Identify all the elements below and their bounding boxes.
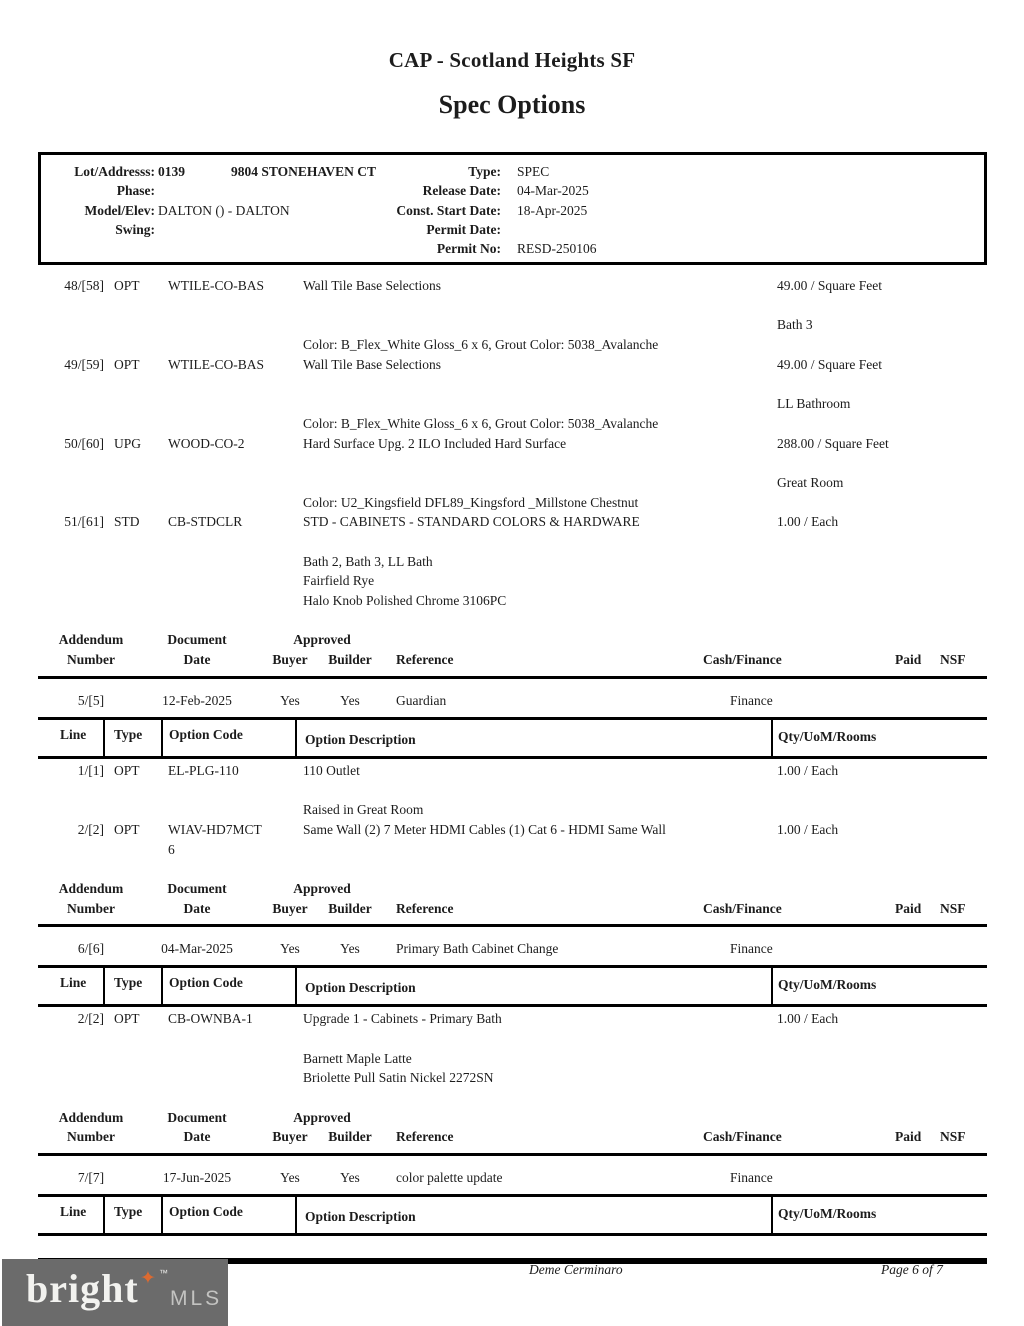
- qty-column-header: Qty/UoM/Rooms: [778, 977, 877, 993]
- column-separator: [103, 720, 105, 756]
- addendum-number-header: Number: [67, 652, 115, 668]
- addendum-section: [0, 1108, 1024, 1238]
- detail-cell: Raised in Great Room: [303, 802, 424, 818]
- line-number-cell: 2/[2]: [77, 1011, 104, 1027]
- info-row: [41, 162, 984, 181]
- option-description-cell: STD - CABINETS - STANDARD COLORS & HARDWARE: [303, 514, 640, 530]
- footer-agent-name: Deme Cerminaro: [529, 1262, 623, 1277]
- blank-row: [0, 780, 1024, 800]
- cash-finance-value: Finance: [730, 1170, 773, 1186]
- paid-header: Paid: [895, 1129, 922, 1145]
- option-row: [0, 1009, 1024, 1029]
- column-separator: [771, 720, 773, 756]
- column-separator: [771, 1197, 773, 1233]
- column-separator: [295, 1197, 297, 1233]
- addendum-items: [0, 1007, 1024, 1088]
- rooms-cell: Bath 3: [777, 317, 813, 333]
- option-code-cell: EL-PLG-110: [168, 762, 239, 778]
- document-date-header: Document: [167, 880, 227, 896]
- rooms-row: [0, 394, 1024, 414]
- option-table-header: [0, 720, 1024, 756]
- type-cell: OPT: [114, 278, 140, 293]
- column-separator: [161, 1197, 163, 1233]
- option-code-cell: CB-OWNBA-1: [168, 1011, 253, 1027]
- rooms-cell: Great Room: [777, 474, 844, 490]
- detail-row: [0, 591, 1024, 611]
- builder-header: Builder: [328, 1129, 372, 1145]
- info-row: [41, 181, 984, 200]
- buyer-approved-value: Yes: [280, 692, 300, 708]
- reference-header: Reference: [396, 1129, 454, 1145]
- info-value: SPEC: [517, 164, 550, 179]
- option-row: [0, 761, 1024, 781]
- qty-column-header: Qty/UoM/Rooms: [778, 728, 877, 744]
- type-cell: OPT: [114, 1011, 140, 1027]
- detail-cell: Bath 2, Bath 3, LL Bath: [303, 553, 433, 569]
- document-date-header: Date: [183, 652, 211, 668]
- reference-header: Reference: [396, 900, 454, 916]
- addendum-column-headers: [0, 879, 1024, 918]
- addendum-number-header: Addendum: [58, 880, 124, 896]
- qty-cell: 49.00 / Square Feet: [777, 278, 882, 293]
- builder-approved-value: Yes: [340, 941, 360, 957]
- option-code-wrap-row: [0, 840, 1024, 860]
- line-number-cell: 2/[2]: [77, 821, 104, 837]
- info-row: [41, 239, 984, 258]
- info-label: Model/Elev:: [84, 202, 155, 218]
- nsf-header: NSF: [940, 900, 966, 916]
- blank-row: [0, 1029, 1024, 1049]
- info-label: Swing:: [115, 221, 155, 237]
- qty-column-header: Qty/UoM/Rooms: [778, 1206, 877, 1222]
- detail-cell: Color: B_Flex_White Gloss_6 x 6, Grout Color: 5038_Avalanche: [303, 337, 659, 353]
- blank-row: [0, 374, 1024, 394]
- rooms-row: [0, 473, 1024, 493]
- info-row: [41, 201, 984, 220]
- option-code-cell: WTILE-CO-BAS: [168, 356, 264, 372]
- info-address-value: 9804 STONEHAVEN CT: [231, 164, 377, 179]
- option-row: [0, 276, 1024, 296]
- blank-row: [0, 453, 1024, 473]
- column-separator: [161, 968, 163, 1004]
- addendum-column-headers: [0, 630, 1024, 669]
- option-table-header: [0, 968, 1024, 1004]
- option-description-cell: Upgrade 1 - Cabinets - Primary Bath: [303, 1011, 502, 1027]
- option-code-cell: WOOD-CO-2: [168, 435, 245, 451]
- document-date-header: Date: [183, 900, 211, 916]
- info-label: Permit Date:: [426, 221, 501, 237]
- column-separator: [771, 968, 773, 1004]
- spec-items-section: [0, 276, 1024, 630]
- buyer-approved-value: Yes: [280, 1170, 300, 1186]
- option-row: [0, 355, 1024, 375]
- cash-finance-header: Cash/Finance: [703, 900, 782, 916]
- info-label: Permit No:: [436, 241, 501, 257]
- approved-header: Approved: [293, 1109, 351, 1125]
- column-separator: [295, 720, 297, 756]
- builder-header: Builder: [328, 900, 372, 916]
- logo-wordmark: bright: [26, 1266, 139, 1311]
- cash-finance-header: Cash/Finance: [703, 652, 782, 668]
- qty-cell: 1.00 / Each: [777, 514, 839, 530]
- reference-header: Reference: [396, 652, 454, 668]
- rooms-row: [0, 315, 1024, 335]
- option-code-column-header: Option Code: [169, 726, 243, 742]
- line-column-header: Line: [60, 975, 87, 991]
- detail-cell: Halo Knob Polished Chrome 3106PC: [303, 593, 507, 608]
- document-date-value: 12-Feb-2025: [162, 692, 232, 708]
- reference-value: Guardian: [396, 692, 447, 708]
- cash-finance-value: Finance: [730, 941, 773, 957]
- detail-cell: Color: U2_Kingsfield DFL89_Kingsford _Millstone Chestnut: [303, 494, 639, 510]
- addendum-number-header: Number: [67, 900, 115, 916]
- addendum-data-row: [0, 927, 1024, 965]
- option-code-cell: WTILE-CO-BAS: [168, 278, 264, 293]
- info-row: [41, 220, 984, 239]
- qty-cell: 1.00 / Each: [777, 1011, 839, 1027]
- qty-cell: 49.00 / Square Feet: [777, 356, 882, 372]
- addendum-column-headers: [0, 1108, 1024, 1147]
- document-date-value: 04-Mar-2025: [161, 941, 233, 957]
- option-description-column-header: Option Description: [305, 980, 416, 996]
- addendum-number-value: 6/[6]: [77, 941, 105, 957]
- line-number-cell: 49/[59]: [64, 356, 104, 372]
- addendum-sections: [0, 630, 1024, 1238]
- approved-header: Approved: [293, 632, 351, 648]
- option-description-cell: Wall Tile Base Selections: [303, 356, 442, 372]
- blank-row: [0, 532, 1024, 552]
- document-date-header: Date: [183, 1129, 211, 1145]
- property-info-rows: [41, 162, 984, 258]
- type-column-header: Type: [114, 1204, 143, 1220]
- type-cell: OPT: [114, 762, 140, 778]
- info-value: 04-Mar-2025: [517, 183, 589, 199]
- builder-approved-value: Yes: [340, 692, 360, 708]
- type-cell: UPG: [114, 435, 142, 451]
- footer-page-number: Page 6 of 7: [881, 1262, 943, 1277]
- paid-header: Paid: [895, 652, 922, 668]
- builder-header: Builder: [328, 652, 372, 668]
- blank-row: [0, 611, 1024, 631]
- buyer-header: Buyer: [272, 900, 308, 916]
- info-label: Lot/Addresss:: [74, 164, 155, 179]
- type-column-header: Type: [114, 726, 143, 742]
- nsf-header: NSF: [940, 652, 966, 668]
- detail-row: [0, 1068, 1024, 1088]
- cash-finance-value: Finance: [730, 692, 773, 708]
- buyer-header: Buyer: [272, 652, 308, 668]
- detail-row: [0, 335, 1024, 355]
- addendum-data-row: [0, 1156, 1024, 1194]
- option-code-column-header: Option Code: [169, 975, 243, 991]
- option-description-column-header: Option Description: [305, 731, 416, 747]
- option-row: [0, 512, 1024, 532]
- page-title: CAP - Scotland Heights SF: [388, 48, 636, 72]
- line-column-header: Line: [60, 1204, 87, 1220]
- page-subtitle: Spec Options: [438, 90, 586, 119]
- document-date-header: Document: [167, 632, 227, 648]
- qty-cell: 1.00 / Each: [777, 762, 839, 778]
- detail-row: [0, 414, 1024, 434]
- detail-cell: Fairfield Rye: [303, 573, 375, 589]
- detail-row: [0, 1049, 1024, 1069]
- option-code-column-header: Option Code: [169, 1204, 243, 1220]
- column-separator: [161, 720, 163, 756]
- column-separator: [103, 1197, 105, 1233]
- info-label: Const. Start Date:: [396, 202, 501, 218]
- info-label: Phase:: [116, 183, 155, 199]
- info-value: RESD-250106: [517, 241, 597, 257]
- buyer-header: Buyer: [272, 1129, 308, 1145]
- detail-cell: Barnett Maple Latte: [303, 1050, 412, 1066]
- option-row: [0, 434, 1024, 454]
- line-number-cell: 1/[1]: [77, 762, 104, 778]
- info-value: DALTON () - DALTON: [158, 202, 290, 218]
- option-description-cell: 110 Outlet: [303, 762, 360, 778]
- cash-finance-header: Cash/Finance: [703, 1129, 782, 1145]
- type-cell: OPT: [114, 821, 140, 837]
- logo-trademark: ™: [159, 1268, 168, 1278]
- type-cell: OPT: [114, 356, 140, 372]
- approved-header: Approved: [293, 880, 351, 896]
- option-description-cell: Hard Surface Upg. 2 ILO Included Hard Surface: [303, 435, 567, 451]
- option-description-cell: Same Wall (2) 7 Meter HDMI Cables (1) Cat 6 - HDMI Same Wall: [303, 821, 666, 837]
- info-label: Release Date:: [422, 183, 501, 199]
- detail-row: [0, 493, 1024, 513]
- blank-row: [0, 296, 1024, 316]
- info-value: 18-Apr-2025: [517, 202, 588, 218]
- property-info-box: [38, 152, 987, 265]
- document-date-value: 17-Jun-2025: [162, 1170, 232, 1186]
- bright-mls-logo: [2, 1259, 228, 1326]
- reference-value: Primary Bath Cabinet Change: [396, 941, 559, 957]
- option-code-cell: 6: [168, 841, 175, 857]
- builder-approved-value: Yes: [340, 1170, 360, 1186]
- detail-row: [0, 552, 1024, 572]
- line-number-cell: 48/[58]: [64, 278, 104, 293]
- qty-cell: 288.00 / Square Feet: [777, 435, 889, 451]
- addendum-section: [0, 879, 1024, 1088]
- type-column-header: Type: [114, 975, 143, 991]
- option-code-cell: WIAV-HD7MCT: [168, 821, 262, 837]
- detail-row: [0, 571, 1024, 591]
- type-cell: STD: [114, 514, 140, 530]
- document-body: [0, 276, 1024, 1264]
- paid-header: Paid: [895, 900, 922, 916]
- nsf-header: NSF: [940, 1129, 966, 1145]
- column-separator: [103, 968, 105, 1004]
- option-description-column-header: Option Description: [305, 1209, 416, 1225]
- logo-star-icon: ✦: [140, 1267, 156, 1289]
- detail-cell: Color: B_Flex_White Gloss_6 x 6, Grout Color: 5038_Avalanche: [303, 415, 659, 431]
- addendum-number-header: Addendum: [58, 632, 124, 648]
- addendum-items: [0, 759, 1024, 859]
- buyer-approved-value: Yes: [280, 941, 300, 957]
- logo-mls-text: MLS: [170, 1287, 223, 1310]
- addendum-section: [0, 630, 1024, 859]
- addendum-number-value: 5/[5]: [77, 692, 105, 708]
- line-column-header: Line: [60, 726, 87, 742]
- info-value: 0139: [158, 164, 185, 179]
- line-number-cell: 50/[60]: [64, 435, 104, 451]
- option-row: [0, 820, 1024, 840]
- addendum-items: [0, 1236, 1024, 1238]
- addendum-data-row: [0, 679, 1024, 717]
- rooms-cell: LL Bathroom: [777, 396, 851, 412]
- option-code-cell: CB-STDCLR: [168, 514, 243, 530]
- detail-row: [0, 800, 1024, 820]
- document-date-header: Document: [167, 1109, 227, 1125]
- line-number-cell: 51/[61]: [64, 514, 104, 530]
- addendum-number-header: Number: [67, 1129, 115, 1145]
- reference-value: color palette update: [396, 1170, 503, 1186]
- addendum-number-value: 7/[7]: [77, 1170, 105, 1186]
- option-description-cell: Wall Tile Base Selections: [303, 278, 442, 293]
- addendum-number-header: Addendum: [58, 1109, 124, 1125]
- info-label: Type:: [468, 164, 501, 179]
- qty-cell: 1.00 / Each: [777, 821, 839, 837]
- detail-cell: Briolette Pull Satin Nickel 2272SN: [303, 1070, 494, 1086]
- option-table-header: [0, 1197, 1024, 1233]
- column-separator: [295, 968, 297, 1004]
